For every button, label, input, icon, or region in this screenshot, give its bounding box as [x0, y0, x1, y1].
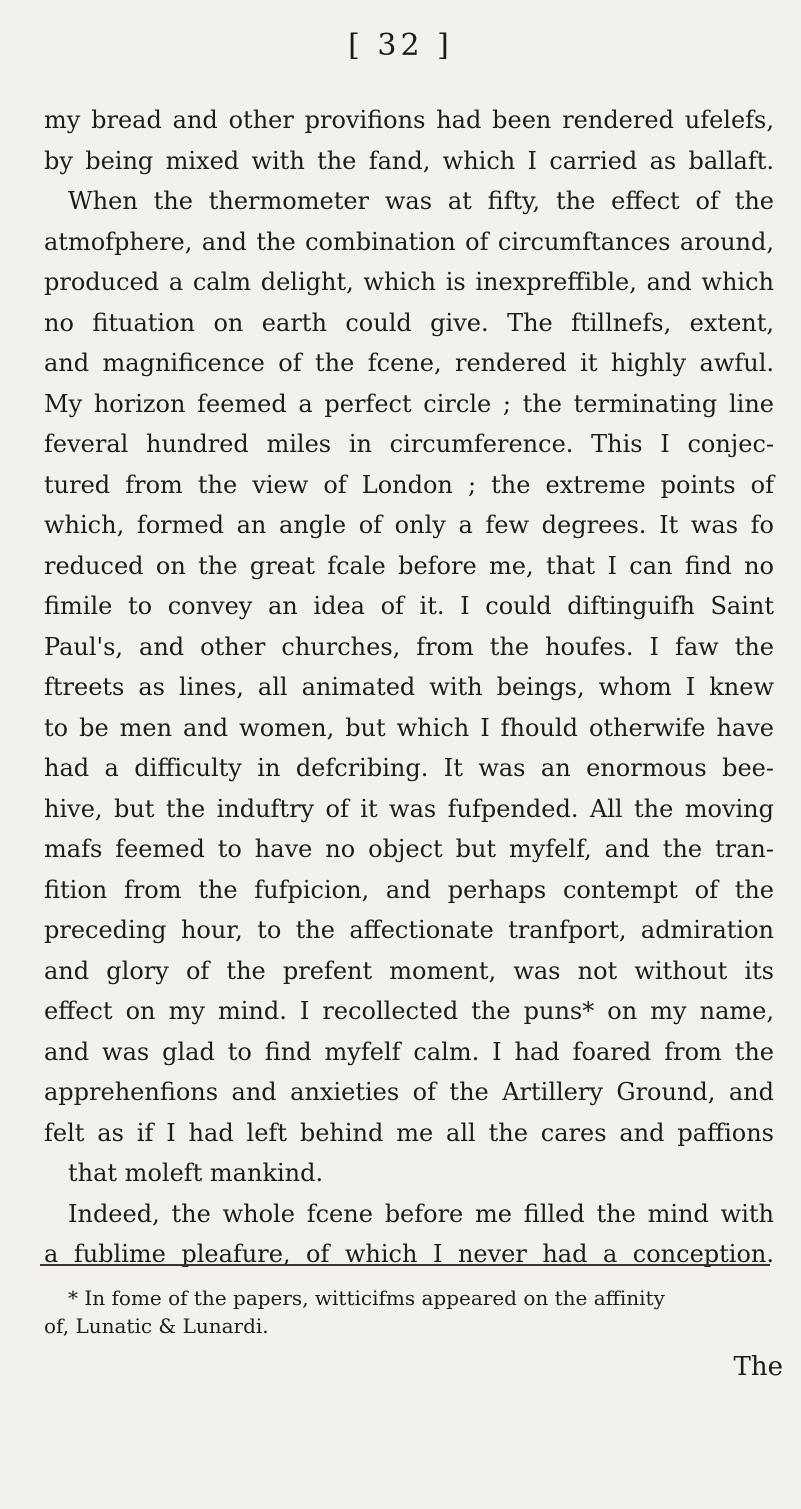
text-line: mafs feemed to have no object but myfelf, and the tran- — [44, 835, 774, 863]
footnote-line: * In fome of the papers, witticifms appeared on the affinity — [68, 1286, 665, 1310]
text-line: When the thermometer was at fifty, the effect of the — [68, 187, 774, 215]
text-line: effect on my mind. I recollected the puns* on my name, — [44, 997, 774, 1025]
text-line: produced a calm delight, which is inexpreffible, and which — [44, 268, 774, 296]
text-line: and glory of the prefent moment, was not without its — [44, 956, 774, 985]
text-line: felt as if I had left behind me all the cares and paffions — [44, 1118, 774, 1147]
text-line: atmofphere, and the combination of circumftances around, — [44, 227, 774, 256]
text-line: ftreets as lines, all animated with beings, whom I knew — [44, 673, 774, 701]
text-line: apprehenfions and anxieties of the Artillery Ground, and — [44, 1078, 774, 1106]
text-line: and was glad to find myfelf calm. I had foared from the — [44, 1037, 774, 1066]
text-line: my bread and other provifions had been rendered ufelefs, — [44, 106, 774, 134]
footnote — [44, 1284, 774, 1340]
text-line: Indeed, the whole fcene before me filled the mind with — [68, 1199, 774, 1228]
catchword: The — [733, 1352, 783, 1382]
text-line: hive, but the induftry of it was fufpended. All the moving — [44, 794, 774, 823]
text-line: that moleft mankind. — [68, 1159, 324, 1187]
text-line: and magnificence of the fcene, rendered it highly awful. — [44, 349, 774, 377]
text-line: no fituation on earth could give. The ftillnefs, extent, — [44, 308, 774, 337]
text-line: feveral hundred miles in circumference. This I conjec- — [44, 430, 774, 458]
footnote-line: of, Lunatic & Lunardi. — [44, 1314, 269, 1338]
text-line: preceding hour, to the affectionate tranfport, admiration — [44, 916, 774, 944]
text-line: My horizon feemed a perfect circle ; the terminating line — [44, 389, 774, 418]
text-line: Paul's, and other churches, from the houfes. I faw the — [44, 632, 774, 661]
text-line: reduced on the great fcale before me, that I can find no — [44, 551, 774, 580]
text-line: tured from the view of London ; the extreme points of — [44, 470, 774, 499]
text-line: fimile to convey an idea of it. I could diftinguifh Saint — [44, 592, 774, 620]
text-line: by being mixed with the fand, which I carried as ballaft. — [44, 146, 774, 175]
page-number: [ 32 ] — [348, 28, 453, 63]
body-text — [44, 100, 774, 1275]
footnote-divider — [40, 1264, 770, 1266]
text-line: to be men and women, but which I fhould otherwife have — [44, 713, 774, 742]
text-line: had a difficulty in defcribing. It was an enormous bee- — [44, 754, 774, 782]
text-line: which, formed an angle of only a few degrees. It was fo — [44, 511, 774, 539]
text-line: a fublime pleafure, of which I never had a conception. — [44, 1240, 774, 1268]
text-line: fition from the fufpicion, and perhaps contempt of the — [44, 875, 774, 904]
